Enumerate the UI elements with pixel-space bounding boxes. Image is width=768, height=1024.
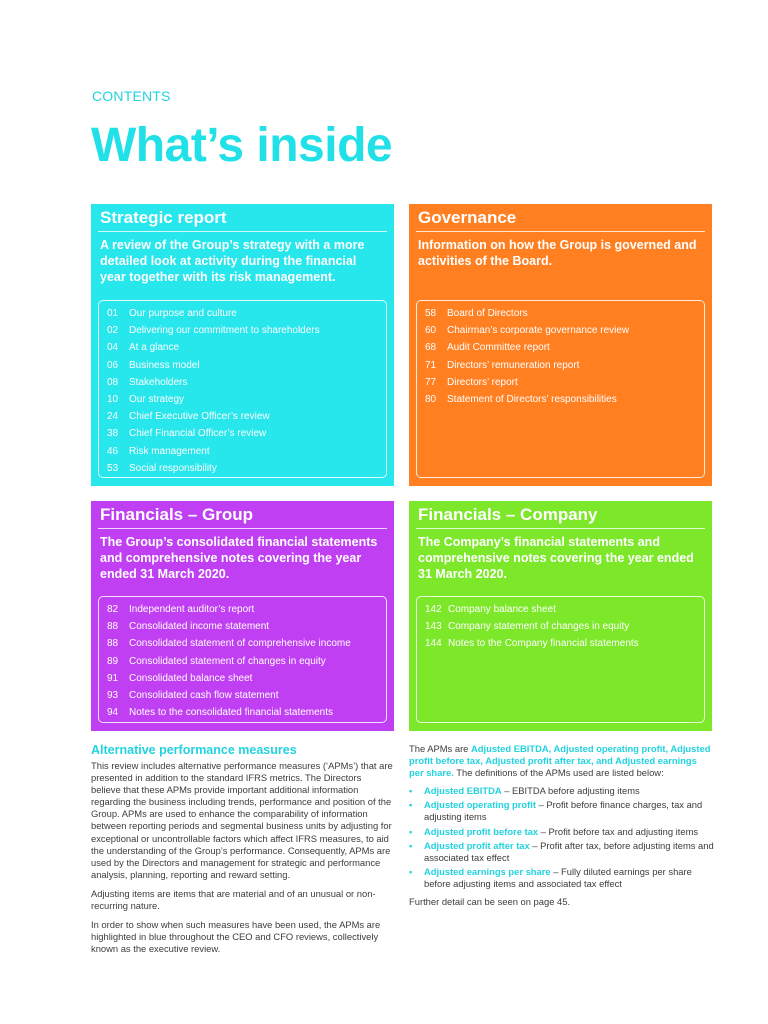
toc-item[interactable] (99, 391, 386, 408)
governance-panel (409, 204, 712, 486)
strategic-report-description: A review of the Group’s strategy with a more detailed look at activity during the financial year together with its risk management. (100, 238, 365, 284)
toc-item-label: Business model (129, 359, 200, 371)
apm-definition-text: – Fully diluted earnings per share before adjusting items and associated tax effect (424, 865, 692, 889)
toc-page-number: 93 (107, 689, 119, 701)
toc-item-label: Delivering our commitment to shareholders (129, 325, 320, 337)
toc-page-number: 02 (107, 325, 119, 337)
apm-left-column (91, 743, 393, 962)
apm-definition (409, 799, 714, 823)
apm-title: Alternative performance measures (91, 743, 297, 757)
toc-item-label: Consolidated balance sheet (129, 672, 253, 684)
toc-item[interactable] (417, 374, 704, 391)
toc-item-label: Independent auditor’s report (129, 604, 255, 615)
strategic-report-list (98, 300, 387, 478)
governance-list (416, 300, 705, 478)
governance-title: Governance (416, 204, 705, 232)
bullet-icon: • (409, 785, 413, 797)
bullet-icon: • (409, 839, 413, 851)
toc-item[interactable] (99, 425, 386, 442)
financials-company-panel (409, 501, 712, 731)
toc-item[interactable] (99, 704, 386, 721)
toc-page-number: 89 (107, 655, 119, 667)
toc-item[interactable] (99, 670, 386, 687)
apm-definition (409, 866, 714, 890)
financials-group-list (98, 596, 387, 723)
toc-item[interactable] (99, 618, 386, 635)
toc-item-label: Notes to the consolidated financial statements (129, 707, 334, 719)
apm-intro-highlight: Adjusted EBITDA, Adjusted operating profit, Adjusted profit before tax, Adjusted profit after tax, and Adjusted earnings per share. (409, 743, 711, 779)
strategic-report-title: Strategic report (98, 204, 387, 232)
toc-item-label: Directors’ remuneration report (447, 359, 580, 371)
apm-definition (409, 840, 714, 864)
toc-page-number: 80 (425, 393, 437, 405)
toc-item[interactable] (99, 635, 386, 652)
financials-group-title: Financials – Group (98, 501, 387, 529)
page-title: What’s inside (91, 119, 393, 172)
toc-page-number: 01 (107, 308, 119, 319)
toc-page-number: 68 (425, 342, 437, 354)
toc-page-number: 144 (425, 638, 442, 650)
toc-item[interactable] (417, 357, 704, 374)
toc-page-number: 10 (107, 393, 119, 405)
toc-item[interactable] (99, 601, 386, 618)
toc-page-number: 88 (107, 638, 119, 650)
toc-page-number: 58 (425, 308, 437, 319)
toc-page-number: 82 (107, 604, 119, 615)
apm-right-column (409, 743, 714, 915)
apm-further-detail: Further detail can be seen on page 45. (409, 896, 571, 908)
apm-intro (409, 743, 714, 779)
financials-company-title: Financials – Company (416, 501, 705, 529)
toc-item-label: Board of Directors (447, 308, 528, 319)
toc-item-label: Directors’ report (447, 376, 518, 388)
apm-term: Adjusted profit after tax (424, 839, 530, 851)
apm-term: Adjusted EBITDA (424, 785, 502, 797)
apm-definitions-list (409, 785, 714, 890)
contents-label: CONTENTS (92, 88, 171, 104)
apm-definition-text: – EBITDA before adjusting items (501, 785, 640, 797)
apm-intro-suffix: The definitions of the APMs used are listed below: (453, 767, 664, 779)
toc-item-label: Company statement of changes in equity (448, 621, 630, 633)
toc-page-number: 77 (425, 376, 437, 388)
toc-item[interactable] (99, 357, 386, 374)
toc-page-number: 94 (107, 707, 119, 719)
toc-item[interactable] (99, 322, 386, 339)
toc-page-number: 60 (425, 325, 437, 337)
toc-item[interactable] (99, 687, 386, 704)
apm-paragraph: Adjusting items are items that are material and of an unusual or non-recurring nature. (91, 887, 376, 912)
apm-paragraph: In order to show when such measures have been used, the APMs are highlighted in blue throughout the CEO and CFO reviews, collectively known as the executive review. (91, 919, 381, 955)
toc-item[interactable] (417, 339, 704, 356)
apm-term: Adjusted earnings per share (424, 865, 551, 877)
financials-group-description: The Group’s consolidated financial statements and comprehensive notes covering the year ended 31 March 2020. (100, 535, 378, 581)
toc-item-label: Consolidated income statement (129, 621, 270, 633)
financials-group-panel (91, 501, 394, 731)
toc-item[interactable] (417, 601, 704, 618)
toc-item[interactable] (417, 322, 704, 339)
toc-item-label: Consolidated statement of changes in equity (129, 655, 326, 667)
toc-item-label: Social responsibility (129, 462, 217, 474)
apm-paragraph: This review includes alternative performance measures (‘APMs’) that are presented in addition to the standard IFRS metrics. The Directors believe that these APMs provide important additional information regarding the business including trends, performance and position of the Group. APMs are used to enhance the comparability of information between reporting periods and segmental business units by adjusting for exceptional or uncontrollable factors which affect IFRS measures, to aid the understanding of the Group’s performance. Consequently, APMs are used by the Directors and management for strategic and performance analysis, planning, reporting and reward setting. (91, 760, 393, 880)
toc-item[interactable] (99, 408, 386, 425)
toc-page-number: 06 (107, 359, 119, 371)
bullet-icon: • (409, 799, 413, 811)
toc-item-label: Our strategy (129, 393, 185, 405)
financials-company-list (416, 596, 705, 723)
toc-item[interactable] (417, 305, 704, 322)
toc-page-number: 88 (107, 621, 119, 633)
toc-item-label: Stakeholders (129, 376, 188, 388)
apm-term: Adjusted operating profit (424, 799, 536, 811)
toc-item[interactable] (99, 305, 386, 322)
toc-page-number: 53 (107, 462, 119, 474)
toc-page-number: 38 (107, 428, 119, 440)
toc-item[interactable] (99, 653, 386, 670)
toc-page-number: 71 (425, 359, 437, 371)
toc-page-number: 91 (107, 672, 119, 684)
toc-item-label: Statement of Directors’ responsibilities (447, 393, 617, 405)
apm-definition-text: – Profit before finance charges, tax and adjusting items (424, 799, 703, 823)
toc-item-label: Chairman’s corporate governance review (447, 325, 630, 337)
bullet-icon: • (409, 825, 413, 837)
toc-page-number: 08 (107, 376, 119, 388)
apm-term: Adjusted profit before tax (424, 825, 539, 837)
toc-page-number: 24 (107, 411, 119, 423)
toc-page-number: 04 (107, 342, 119, 354)
governance-description: Information on how the Group is governed and activities of the Board. (418, 238, 697, 268)
apm-definition-text: – Profit before tax and adjusting items (538, 825, 699, 837)
toc-item[interactable] (417, 635, 704, 652)
toc-item-label: Chief Executive Officer’s review (129, 411, 270, 423)
toc-item[interactable] (99, 339, 386, 356)
toc-item-label: Company balance sheet (448, 604, 556, 615)
toc-page-number: 143 (425, 621, 442, 633)
apm-definition-text: – Profit after tax, before adjusting items and associated tax effect (424, 839, 714, 863)
toc-item-label: Audit Committee report (447, 342, 550, 354)
toc-item-label: Chief Financial Officer’s review (129, 428, 267, 440)
toc-page-number: 142 (425, 604, 442, 615)
apm-definition (409, 785, 714, 797)
financials-company-description: The Company’s financial statements and comprehensive notes covering the year ended 31 March 2020. (418, 535, 694, 581)
toc-item[interactable] (99, 443, 386, 460)
toc-item-label: Consolidated cash flow statement (129, 689, 279, 701)
bullet-icon: • (409, 865, 413, 877)
toc-item-label: Our purpose and culture (129, 308, 237, 319)
strategic-report-panel (91, 204, 394, 486)
toc-item-label: Consolidated statement of comprehensive income (129, 638, 351, 650)
toc-item[interactable] (99, 374, 386, 391)
apm-intro-prefix: The APMs are (409, 743, 472, 754)
toc-item[interactable] (417, 391, 704, 408)
toc-page-number: 46 (107, 445, 119, 457)
toc-item[interactable] (417, 618, 704, 635)
toc-item-label: At a glance (129, 342, 180, 354)
toc-item-label: Risk management (129, 445, 210, 457)
apm-definition (409, 826, 714, 838)
toc-item-label: Notes to the Company financial statements (448, 638, 639, 650)
toc-item[interactable] (99, 460, 386, 477)
